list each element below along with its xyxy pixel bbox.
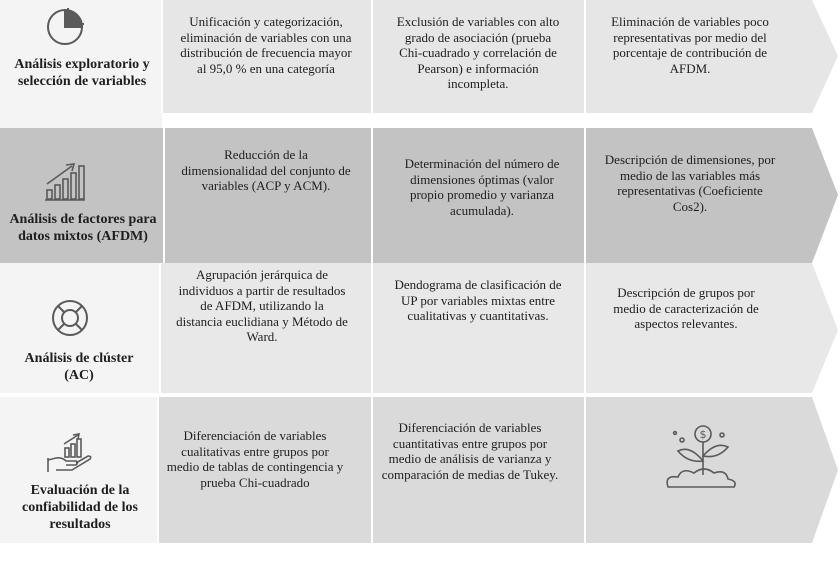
row-4-cell-2: Diferenciación de variables cuantitativas entre grupos por medio de análisis de varianza y comparación de medias de Tukey. [381, 420, 559, 482]
bar-growth-icon [44, 160, 86, 202]
row-4-cell-1: Diferenciación de variables cualitativas entre grupos por medio de tablas de contingencia y prueba Chi-cuadrado [166, 428, 344, 490]
row-3-cell-1: Agrupación jerárquica de individuos a partir de resultados de AFDM, utilizando la distancia euclidiana y Método de Ward. [176, 267, 348, 344]
row-3-cell-3: Descripción de grupos por medio de caracterización de aspectos relevantes. [613, 285, 759, 331]
lifebuoy-icon [50, 298, 90, 338]
row-3-cell-2: Dendograma de clasificación de UP por variables mixtas entre cualitativas y cuantitativas. [394, 277, 562, 323]
row-2-label: Análisis de factores para datos mixtos (AFDM) [9, 212, 157, 244]
row-2-cell-2: Determinación del número de dimensiones óptimas (valor propio promedio y varianza acumulada). [404, 156, 560, 218]
row-1-cell-1: Unificación y categorización, eliminación de variables con una distribución de frecuencia mayor al 95,0 % en una categoría [180, 14, 352, 76]
svg-text:$: $ [699, 428, 707, 441]
row-2-cell-3: Descripción de dimensiones, por medio de las variables más representativas (Coeficiente Cos2). [604, 152, 776, 214]
money-plant-icon [660, 423, 740, 493]
hand-growth-icon [46, 432, 94, 476]
row-4-label: Evaluación de la confiabilidad de los resultados [22, 483, 138, 532]
pie-chart-icon [45, 5, 87, 47]
row-3-label: Análisis de clúster (AC) [24, 351, 134, 383]
row-1-label: Análisis exploratorio y selección de variables [14, 57, 150, 89]
row-1-cell-3: Eliminación de variables poco representativas por medio del porcentaje de contribución de AFDM. [611, 14, 769, 76]
row-2-cell-1: Reducción de la dimensionalidad del conjunto de variables (ACP y ACM). [181, 147, 351, 193]
row-1-cell-2: Exclusión de variables con alto grado de asociación (prueba Chi-cuadrado y correlación de Pearson) e información incompleta. [396, 14, 560, 91]
